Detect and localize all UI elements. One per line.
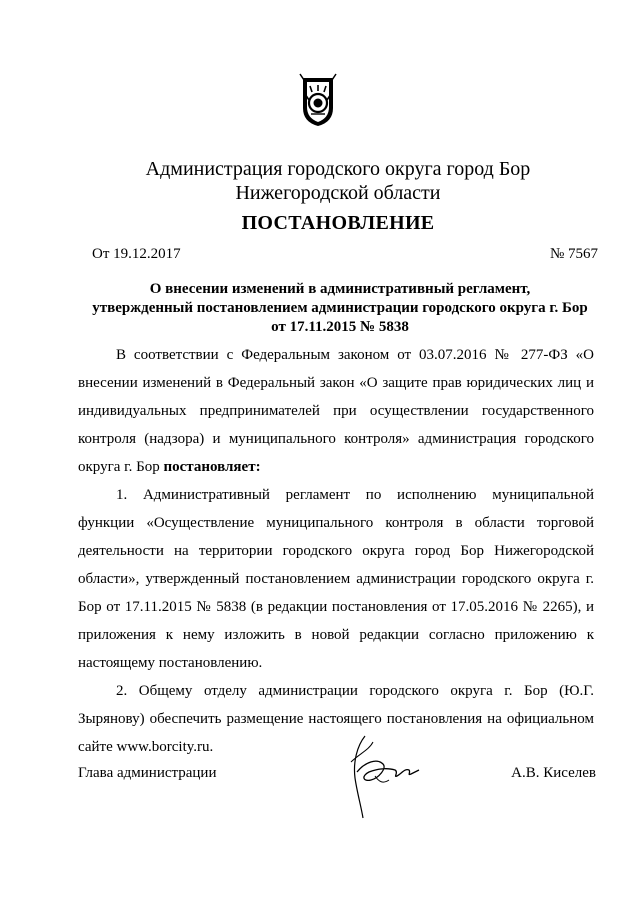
paragraph-1-text: округа г. Бор (78, 459, 164, 475)
paragraph-1-line: внесении изменений в Федеральный закон «О защите прав юридических лиц и (78, 375, 594, 391)
paragraph-1-line: контроля (надзора) и муниципального контроля» администрация городского (78, 431, 594, 447)
paragraph-3-line: 2. Общему отделу администрации городского округа г. Бор (Ю.Г. (116, 683, 594, 699)
resolution-keyword: постановляет: (163, 459, 261, 475)
document-date: От 19.12.2017 (92, 246, 181, 262)
paragraph-2-line: Бор от 17.11.2015 № 5838 (в редакции постановления от 17.05.2016 № 2265), и (78, 599, 594, 615)
document-type-title: ПОСТАНОВЛЕНИЕ (241, 212, 435, 234)
paragraph-2-line: настоящему постановлению. (78, 655, 263, 671)
paragraph-1-line (78, 454, 594, 480)
signatory-name: А.В. Киселев (511, 765, 596, 781)
document-number: № 7567 (549, 246, 598, 262)
paragraph-2-line: 1. Административный регламент по исполнению муниципальной (116, 487, 594, 503)
paragraph-2-line: деятельности на территории городского округа город Бор Нижегородской (78, 543, 594, 559)
subject-line-3: от 17.11.2015 № 5838 (271, 319, 409, 335)
handwritten-signature-icon (335, 732, 425, 822)
paragraph-2-line: приложения к нему изложить в новой редакции согласно приложению к (78, 627, 594, 643)
paragraph-1-line: индивидуальных предпринимателей при осуществлении государственного (78, 403, 594, 419)
paragraph-3-line: Зырянову) обеспечить размещение настоящего постановления на официальном (78, 711, 594, 727)
organization-name: Администрация городского округа город Бор (145, 158, 531, 180)
paragraph-2-line: функции «Осуществление муниципального контроля в области торговой (78, 515, 594, 531)
subject-line-2: утвержденный постановлением администрации городского округа г. Бор (92, 300, 588, 316)
paragraph-3-line: сайте www.borcity.ru. (78, 739, 214, 755)
organization-region: Нижегородской области (235, 182, 441, 204)
paragraph-2-line: области», утвержденный постановлением администрации городского округа г. (78, 571, 594, 587)
subject-line-1: О внесении изменений в административный регламент, (149, 281, 531, 297)
paragraph-1-line: В соответствии с Федеральным законом от 03.07.2016 № 277-ФЗ «О (116, 347, 594, 363)
signatory-title: Глава администрации (78, 765, 217, 781)
coat-of-arms-icon (296, 72, 340, 128)
